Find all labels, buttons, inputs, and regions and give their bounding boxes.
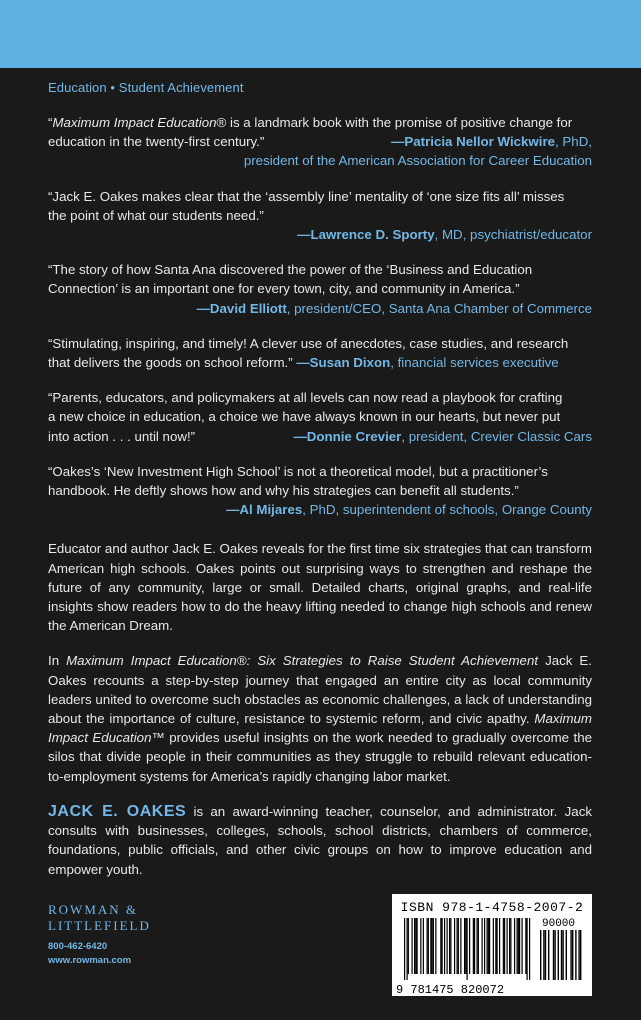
quote-line: “The story of how Santa Ana discovered the power of the ‘Business and Education [48,262,533,278]
barcode-bar [442,918,443,974]
endorser-credential: , president/CEO, Santa Ana Chamber of Commerce [286,300,592,316]
para-text: Jack E. Oakes recounts a step-by-step journey that engaged an entire city as local community leaders united to overcome such obstacles as economic challenges, a lack of understanding about the importance of culture, resistance to systemic reform, and civic apathy. [48,653,592,727]
attribution-dash: — [293,428,307,444]
quote-line: “Parents, educators, and policymakers at all levels can now read a playbook for crafting [48,390,563,406]
attribution-dash: — [226,502,240,518]
barcode-bar [435,918,436,974]
barcode-bar [408,918,409,974]
barcode-bar [489,918,490,974]
quote-line: education in the twenty-first century.” —Patricia Nellor Wickwire, PhD, [48,134,592,150]
barcode-bar [478,918,479,974]
barcode-bar [499,918,500,974]
barcode-bar [465,918,466,974]
attribution-dash: — [297,227,311,243]
category-label: Education • Student Achievement [48,80,244,95]
addon-bar [543,930,544,980]
barcode-bar [414,918,415,974]
addon-bar [570,930,571,980]
barcode-bar [464,918,465,974]
endorser-credential: president of the American Association for Career Education [243,153,592,169]
endorser-name: Al Mijares [239,502,303,518]
barcode-bar [440,918,441,974]
attribution [48,500,592,519]
endorser-credential: , PhD, superintendent of schools, Orange County [302,502,592,518]
barcode-bar [404,918,405,980]
attribution-dash: — [296,355,310,371]
barcode-bar [488,918,489,974]
addon-bar [562,930,563,980]
barcode-bar [510,918,511,974]
quote-line: “Stimulating, inspiring, and timely! A clever use of anecdotes, case studies, and research [48,335,569,351]
barcode-bar [509,918,510,974]
barcode-bar [427,918,428,974]
endorsement-quote [48,113,592,171]
barcode-bar [529,918,530,980]
attribution-dash: — [391,134,405,150]
endorsement-quote [48,187,592,245]
author-bio-text: is an award-winning teacher, counselor, and administrator. Jack consults with businesses, colleges, schools, school districts, chambers of commerce, foundations, public officials, and other civic groups on how to improve education and empower youth. [48,803,592,877]
barcode-bar [527,918,528,980]
attribution-dash: — [196,300,210,316]
publisher-website: www.rowman.com [48,955,132,966]
attribution [48,299,592,318]
barcode-bar [525,918,526,974]
addon-bar [578,930,579,980]
barcode-bar [517,918,518,974]
barcode-bars [392,894,592,996]
price-code: 90000 [542,918,576,930]
barcode-bar [423,918,424,974]
isbn-number: ISBN 978-1-4758-2007-2 [400,900,584,915]
barcode-bar [474,918,475,974]
endorser-credential: , MD, psychiatrist/educator [434,227,592,243]
barcode-bar [417,918,418,974]
endorsement-quote [48,334,592,372]
addon-bar [553,930,554,980]
quote-line: “Oakes’s ‘New Investment High School’ is not a theoretical model, but a practitioner’s [48,463,548,479]
author-name: JACK E. OAKES [48,802,187,820]
addon-bar [575,930,576,980]
barcode-bar [458,918,459,974]
barcode-bar [467,918,468,980]
quote-text: that delivers the goods on school reform.” [48,355,293,371]
endorsement-quote [48,462,592,520]
barcode-bar [507,918,508,974]
endorser-name: Lawrence D. Sporty [310,227,435,243]
addon-bar [540,930,541,980]
barcode-bar [428,918,429,974]
quote-line: a new choice in education, a choice we have always known in our hearts, but never put [48,409,561,425]
endorser-credential: , financial services executive [390,355,559,371]
endorsement-quote [48,388,592,446]
quote-line: Connection’ is an important one for every town, city, and community in America.” [48,281,520,297]
endorser-name: David Elliott [209,300,287,316]
book-title: Maximum Impact Education®: Six Strategies to Raise Student Achievement [66,653,539,669]
barcode-bar [477,918,478,974]
book-title: Maximum Impact Education™ [48,711,592,746]
author-bio [48,802,592,879]
endorser-name: Susan Dixon [309,355,391,371]
barcode-bar [412,918,413,974]
top-color-band [0,0,641,68]
publisher-name-line2: LITTLEFIELD [48,918,151,933]
ean-digits: 9 781475 820072 [396,983,505,996]
quote-line: “Maximum Impact Education® is a landmark book with the promise of positive change for [48,115,573,130]
description-paragraph [48,651,592,785]
barcode-bar [415,918,416,974]
addon-bar [548,930,549,980]
quote-text: into action . . . until now!” [48,428,196,444]
quote-line [48,427,592,446]
para-text: provides useful insights on the work needed to gradually overcome the silos that divide people in their communities as they struggle to rebuild relevant education-to-employment systems for America’s rapidly changing labor market. [48,730,592,784]
description-paragraph: Educator and author Jack E. Oakes reveals for the first time six strategies that can transform American high schools. Oakes points out surprising ways to strengthen and reshape the future of any community, large or small. Detailed charts, original graphs, and real-life insights show readers how to do the heavy lifting needed to change high schools and renew the American Dream. [48,541,592,634]
attribution [48,225,592,244]
barcode-bar [519,918,520,974]
barcode-bar [454,918,455,974]
barcode-bar [420,918,421,974]
barcode-bar [469,918,470,974]
barcode-bar [450,918,451,974]
barcode-bar [487,918,488,974]
publisher-name-line1: ROWMAN & [48,902,139,917]
addon-bar [580,930,581,980]
barcode-bar [449,918,450,974]
barcode-bar [447,918,448,974]
barcode-bar [482,918,483,974]
barcode-bar [503,918,504,974]
endorser-credential: , PhD, [555,134,592,150]
barcode-bar [430,918,431,974]
barcode-bar [493,918,494,974]
barcode-bar [432,918,433,974]
addon-bar [554,930,555,980]
endorser-name: Patricia Nellor Wickwire [404,134,556,150]
barcode-bar [457,918,458,974]
barcode-bar [495,918,496,974]
barcode-bar [514,918,515,974]
quote-line: “Jack E. Oakes makes clear that the ‘assembly line’ mentality of ‘one size fits all’ misses [48,188,565,204]
endorser-credential: , president, Crevier Classic Cars [401,428,592,444]
barcode-bar [407,918,408,980]
publisher-phone: 800-462-6420 [48,941,108,952]
back-cover-content [48,80,592,895]
barcode-bar [473,918,474,974]
endorsement-quote [48,260,592,318]
addon-bar [558,930,559,980]
quote-line [48,353,592,372]
barcode-bar [504,918,505,974]
publisher-block [48,902,248,968]
barcode-bar [460,918,461,974]
quote-line: handbook. He deftly shows how and why his strategies can benefit all students.” [48,483,519,499]
barcode-bar [433,918,434,974]
endorser-name: Donnie Crevier [306,428,402,444]
addon-bar [545,930,546,980]
addon-bar [572,930,573,980]
addon-bar [566,930,567,980]
barcode-bar [444,918,445,974]
quote-line: the point of what our students need.” [48,207,264,223]
barcode-bar [484,918,485,974]
barcode-bar [522,918,523,974]
para-text: In [48,653,67,669]
barcode-bar [518,918,519,974]
addon-bar [561,930,562,980]
isbn-barcode [392,894,592,996]
barcode-bar [497,918,498,974]
